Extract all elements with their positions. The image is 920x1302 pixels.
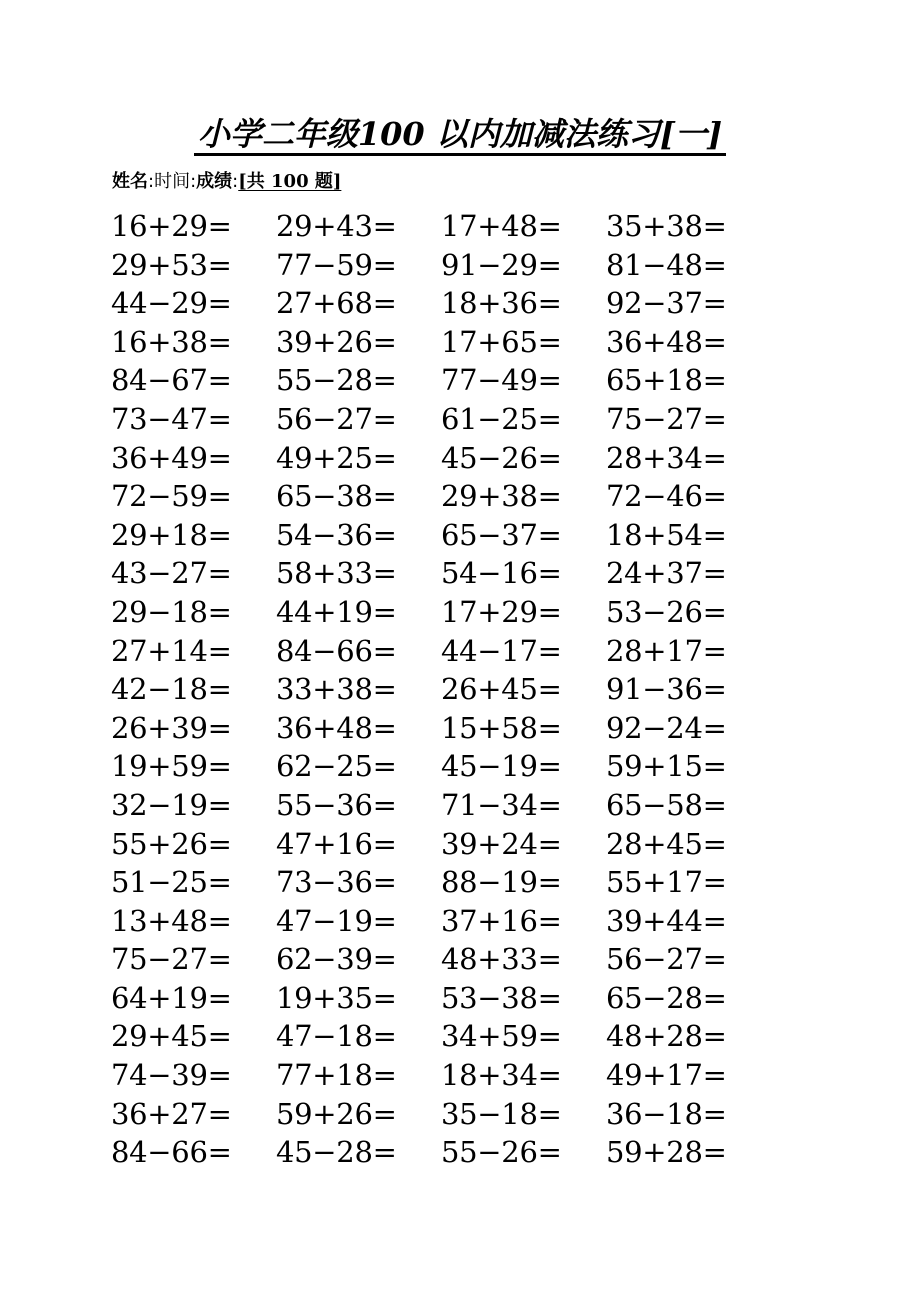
problem-item: 48+28= [606, 1019, 727, 1054]
problem-item: 65−37= [441, 517, 562, 552]
problem-item: 32−19= [111, 787, 232, 822]
problem-item: 61−25= [441, 401, 562, 436]
problem-item: 29+45= [111, 1019, 232, 1054]
problem-item: 47−18= [276, 1019, 397, 1054]
problem-item: 88−19= [441, 865, 562, 900]
problem-item: 45−19= [441, 749, 562, 784]
problem-item: 29+18= [111, 517, 232, 552]
problem-item: 56−27= [606, 942, 727, 977]
problem-item: 59+15= [606, 749, 727, 784]
problem-item: 72−46= [606, 479, 727, 514]
problem-item: 91−29= [441, 247, 562, 282]
problem-item: 43−27= [111, 556, 232, 591]
problem-item: 75−27= [111, 942, 232, 977]
problem-item: 17+65= [441, 324, 562, 359]
problem-item: 18+36= [441, 286, 562, 321]
problem-item: 39+24= [441, 826, 562, 861]
problem-item: 44+19= [276, 594, 397, 629]
problem-item: 55−26= [441, 1135, 562, 1170]
problem-item: 36−18= [606, 1096, 727, 1131]
problem-item: 18+54= [606, 517, 727, 552]
problem-item: 47+16= [276, 826, 397, 861]
problem-item: 16+38= [111, 324, 232, 359]
problem-item: 44−17= [441, 633, 562, 668]
problem-item: 55+26= [111, 826, 232, 861]
problem-item: 65−58= [606, 787, 727, 822]
problem-item: 64+19= [111, 980, 232, 1015]
score-label: 成绩 [196, 171, 233, 192]
problem-item: 91−36= [606, 672, 727, 707]
problem-item: 13+48= [111, 903, 232, 938]
problem-item: 62−25= [276, 749, 397, 784]
worksheet-title [0, 112, 920, 156]
problem-item: 59+28= [606, 1135, 727, 1170]
name-label: 姓名 [112, 171, 148, 192]
problem-item: 29+38= [441, 479, 562, 514]
problem-item: 92−37= [606, 286, 727, 321]
problem-item: 51−25= [111, 865, 232, 900]
problem-item: 36+48= [606, 324, 727, 359]
problem-item: 29+43= [276, 209, 397, 243]
problem-item: 36+27= [111, 1096, 232, 1131]
problem-item: 19+35= [276, 980, 397, 1015]
problem-item: 36+48= [276, 710, 397, 745]
total-count-label: [共 100 题] [238, 171, 342, 192]
problem-item: 54−16= [441, 556, 562, 591]
problem-item: 35−18= [441, 1096, 562, 1131]
problem-item: 75−27= [606, 401, 727, 436]
problem-item: 84−66= [111, 1135, 232, 1170]
problem-item: 26+39= [111, 710, 232, 745]
score-separator: : [232, 171, 239, 192]
problem-item: 18+34= [441, 1058, 562, 1093]
problem-item: 49+25= [276, 440, 397, 475]
info-line [112, 168, 341, 196]
problem-item: 42−18= [111, 672, 232, 707]
problem-item: 53−26= [606, 594, 727, 629]
problem-item: 84−66= [276, 633, 397, 668]
problem-item: 35+38= [606, 209, 727, 243]
problem-item: 58+33= [276, 556, 397, 591]
problem-item: 15+58= [441, 710, 562, 745]
problem-item: 92−24= [606, 710, 727, 745]
problem-item: 24+37= [606, 556, 727, 591]
problem-item: 49+17= [606, 1058, 727, 1093]
problem-item: 17+29= [441, 594, 562, 629]
problem-item: 73−36= [276, 865, 397, 900]
problem-item: 65−28= [606, 980, 727, 1015]
problem-item: 74−39= [111, 1058, 232, 1093]
problem-item: 17+48= [441, 209, 562, 243]
problem-item: 28+17= [606, 633, 727, 668]
problem-item: 72−59= [111, 479, 232, 514]
problem-item: 47−19= [276, 903, 397, 938]
problem-item: 33+38= [276, 672, 397, 707]
problem-grid [111, 207, 771, 1172]
problem-item: 26+45= [441, 672, 562, 707]
problem-item: 73−47= [111, 401, 232, 436]
problem-item: 55+17= [606, 865, 727, 900]
problem-item: 28+45= [606, 826, 727, 861]
problem-item: 45−26= [441, 440, 562, 475]
problem-item: 29+53= [111, 247, 232, 282]
worksheet-title-text: 小学二年级100 以内加减法练习[一] [194, 115, 726, 156]
problem-item: 39+44= [606, 903, 727, 938]
problem-item: 53−38= [441, 980, 562, 1015]
problem-item: 59+26= [276, 1096, 397, 1131]
problem-item: 39+26= [276, 324, 397, 359]
problem-item: 36+49= [111, 440, 232, 475]
problem-item: 45−28= [276, 1135, 397, 1170]
problem-item: 81−48= [606, 247, 727, 282]
time-label: 时间 [154, 171, 191, 192]
problem-item: 84−67= [111, 363, 232, 398]
problem-item: 48+33= [441, 942, 562, 977]
problem-item: 29−18= [111, 594, 232, 629]
problem-item: 77+18= [276, 1058, 397, 1093]
problem-item: 77−49= [441, 363, 562, 398]
name-separator: : [148, 171, 155, 192]
problem-item: 27+68= [276, 286, 397, 321]
problem-item: 44−29= [111, 286, 232, 321]
problem-item: 54−36= [276, 517, 397, 552]
problem-item: 27+14= [111, 633, 232, 668]
problem-item: 62−39= [276, 942, 397, 977]
problem-item: 65−38= [276, 479, 397, 514]
problem-item: 65+18= [606, 363, 727, 398]
problem-item: 28+34= [606, 440, 727, 475]
problem-item: 55−28= [276, 363, 397, 398]
problem-item: 34+59= [441, 1019, 562, 1054]
problem-item: 19+59= [111, 749, 232, 784]
problem-item: 16+29= [111, 209, 232, 243]
problem-item: 37+16= [441, 903, 562, 938]
problem-item: 55−36= [276, 787, 397, 822]
problem-item: 71−34= [441, 787, 562, 822]
problem-item: 56−27= [276, 401, 397, 436]
time-separator: : [190, 171, 197, 192]
problem-item: 77−59= [276, 247, 397, 282]
